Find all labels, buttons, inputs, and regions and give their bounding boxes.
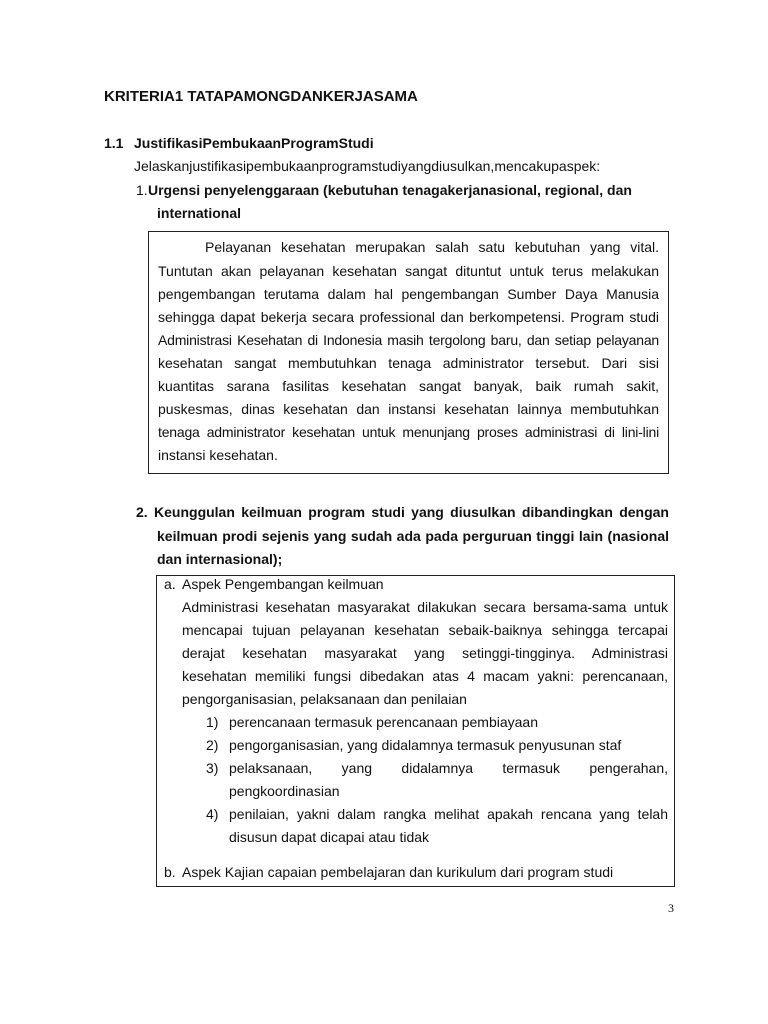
box1-line: instansi kesehatan. (158, 447, 278, 463)
aspect-a-title: Aspek Pengembangan keilmuan (182, 576, 384, 592)
item1-number: 1. (136, 182, 148, 198)
function-list-item: perencanaan termasuk perencanaan pembiayaan (229, 714, 538, 730)
item2-line2: keilmuan prodi sejenis yang sudah ada pada perguruan tinggi lain (nasional (157, 528, 669, 544)
function-list-number: 1) (206, 714, 219, 730)
item2-line3: dan internasional); (157, 551, 283, 567)
intro-text: Jelaskanjustifikasipembukaanprogramstudiyangdiusulkan,mencakupaspek: (134, 158, 601, 174)
section-number: 1.1 (104, 135, 124, 151)
page-number: 3 (668, 901, 674, 915)
function-list-item-cont: disusun dapat dicapai atau tidak (229, 829, 430, 845)
box1-line: kuantitas sarana fasilitas kesehatan sangat banyak, baik rumah sakit, (158, 378, 659, 394)
function-list-item: pelaksanaan, yang didalamnya termasuk pengerahan, (229, 760, 668, 776)
function-list-number: 4) (206, 806, 219, 822)
box1-line: puskesmas, dinas kesehatan dan instansi kesehatan lainnya membutuhkan (158, 401, 659, 417)
item1-line1: Urgensi penyelenggaraan (kebutuhan tenagakerjanasional, regional, dan (148, 182, 632, 198)
aspect-a-line: kesehatan memiliki fungsi dibedakan atas 4 macam yakni: perencanaan, (182, 668, 668, 684)
function-list-number: 3) (206, 760, 219, 776)
aspect-a-marker: a. (164, 576, 176, 592)
excellence-answer-box (156, 575, 675, 887)
aspect-b-marker: b. (164, 864, 176, 880)
box1-line: pengembangan terutama dalam hal pengembangan Sumber Daya Manusia (158, 286, 659, 302)
box1-line: Tuntutan akan pelayanan kesehatan sangat dituntut untuk terus melakukan (158, 263, 659, 279)
criteria-heading: KRITERIA1 TATAPAMONGDANKERJASAMA (104, 88, 418, 105)
section-title: JustifikasiPembukaanProgramStudi (134, 135, 374, 151)
box1-line: Administrasi Kesehatan di Indonesia masih tergolong baru, dan setiap pelayanan (158, 332, 659, 348)
function-list-item-cont: pengkoordinasian (229, 783, 340, 799)
function-list-item: pengorganisasian, yang didalamnya termasuk penyusunan staf (229, 737, 622, 753)
function-list-number: 2) (206, 737, 219, 753)
aspect-a-line: mencapai tujuan pelayanan kesehatan sebaik-baiknya sehingga tercapai (182, 622, 668, 638)
aspect-a-line: pengorganisasian, pelaksanaan dan penilaian (182, 691, 467, 707)
aspect-a-line: Administrasi kesehatan masyarakat dilakukan secara bersama-sama untuk (182, 599, 668, 615)
item2-line1: 2. Keunggulan keilmuan program studi yang diusulkan dibandingkan dengan (136, 504, 669, 520)
aspect-a-line: derajat kesehatan masyarakat yang setinggi-tingginya. Administrasi (182, 645, 668, 661)
item1-line2: international (157, 205, 242, 221)
box1-line: Pelayanan kesehatan merupakan salah satu kebutuhan yang vital. (205, 239, 659, 255)
box1-line: sehingga dapat bekerja secara professional dan berkompetensi. Program studi (158, 309, 659, 325)
urgency-answer-box (148, 231, 669, 474)
function-list-item: penilaian, yakni dalam rangka melihat apakah rencana yang telah (229, 806, 668, 822)
aspect-b-title: Aspek Kajian capaian pembelajaran dan kurikulum dari program studi (182, 864, 614, 880)
box1-line: kesehatan sangat membutuhkan tenaga administrator tersebut. Dari sisi (158, 355, 659, 371)
box1-line: tenaga administrator kesehatan untuk menunjang proses administrasi di lini-lini (158, 424, 659, 440)
